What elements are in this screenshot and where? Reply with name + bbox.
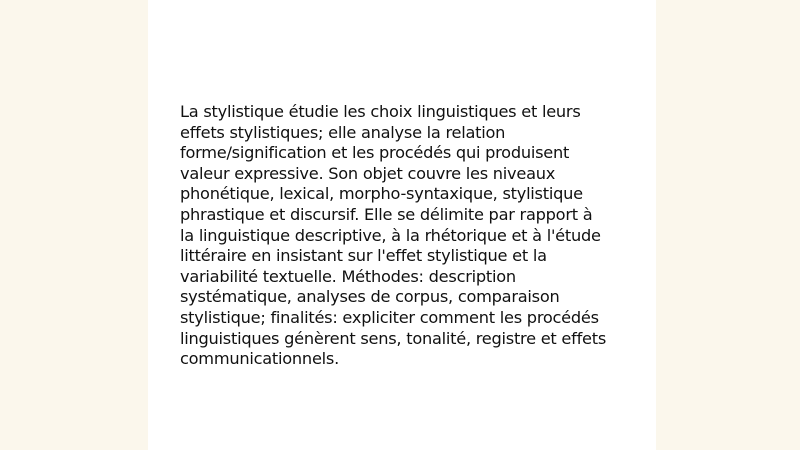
- body-paragraph: La stylistique étudie les choix linguistiques et leurs effets stylistiques; elle analyse la relation forme/signification et les procédés qui produisent valeur expressive. Son objet couvre les niveaux phonétique, lexical, morpho-syntaxique, stylistique phrastique et discursif. Elle se délimite par rapport à la linguistique descriptive, à la rhétorique et à l'étude littéraire en insistant sur l'effet stylistique et la variabilité textuelle. Méthodes: description systématique, analyses de corpus, comparaison stylistique; finalités: expliciter comment les procédés linguistiques génèrent sens, tonalité, registre et effets communicationnels.: [180, 102, 607, 369]
- document-page: [148, 0, 656, 450]
- right-margin: [656, 0, 800, 450]
- left-margin: [0, 0, 148, 450]
